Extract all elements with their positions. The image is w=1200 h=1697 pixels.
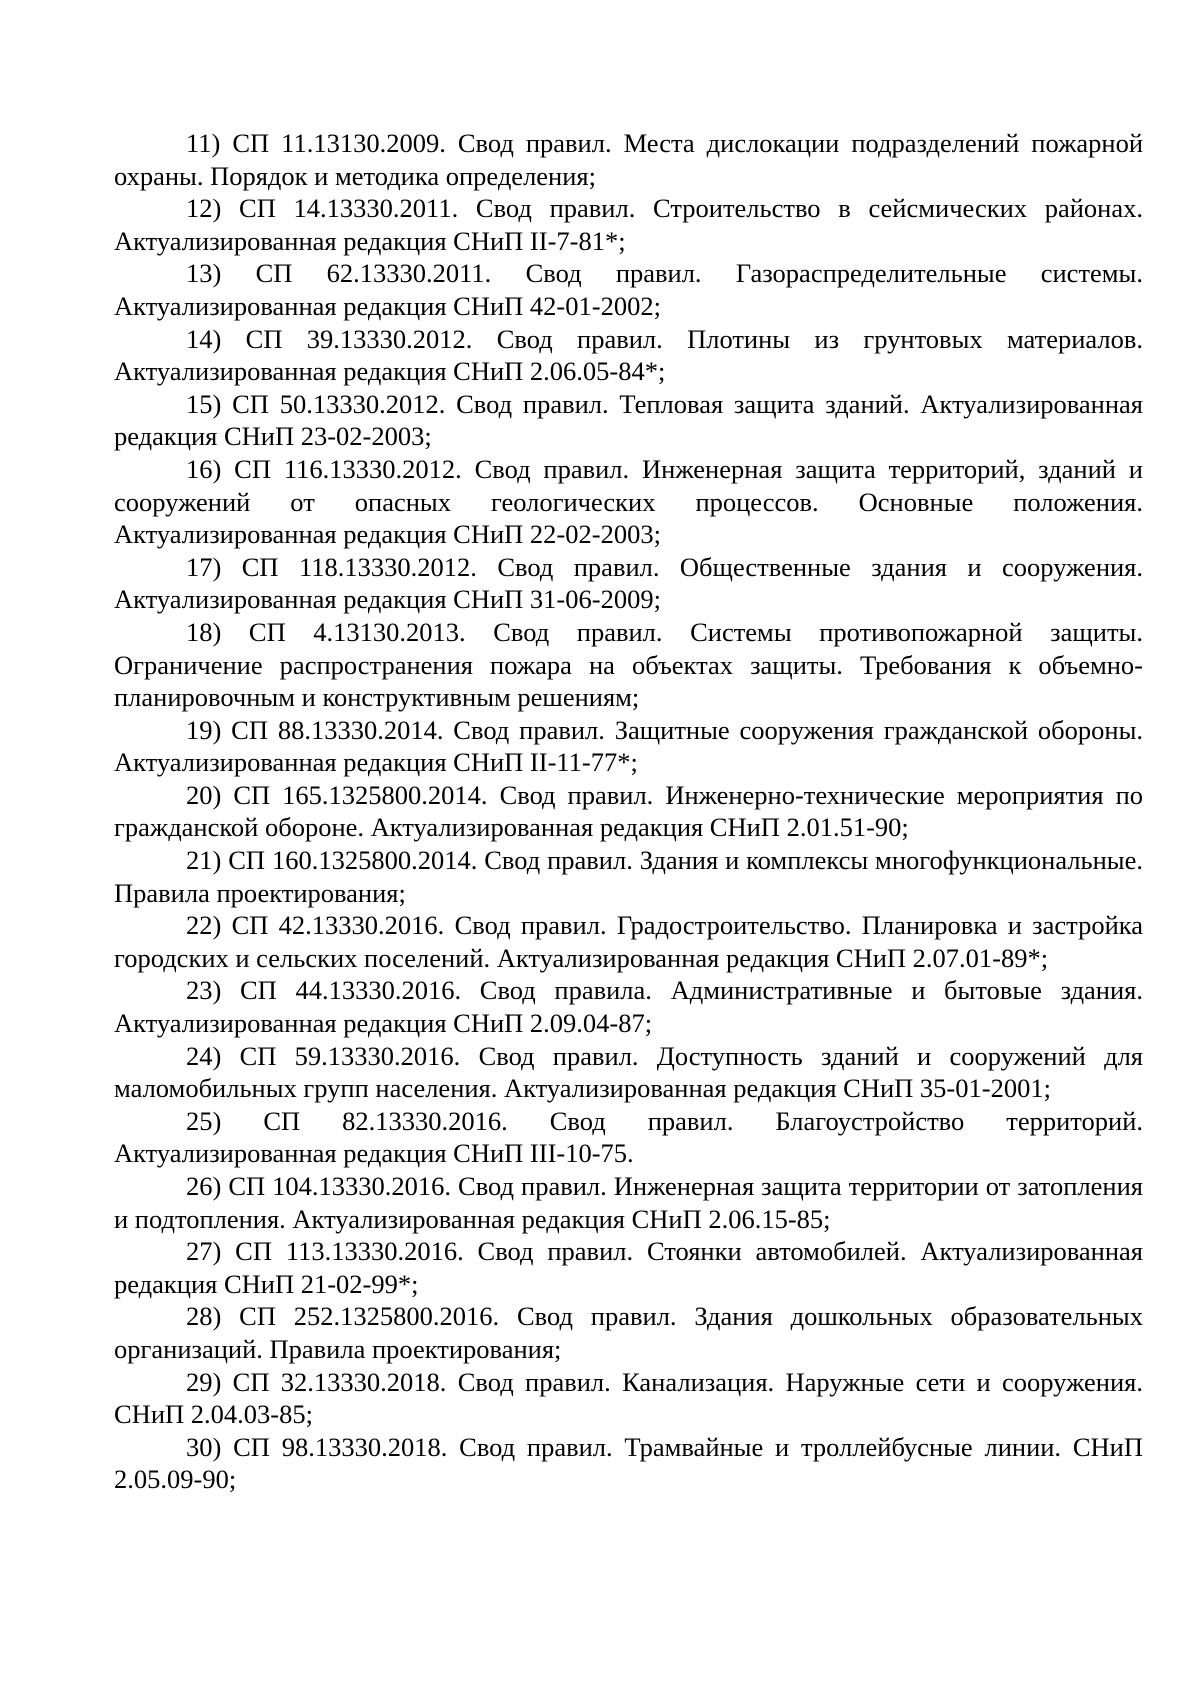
list-item: 17) СП 118.13330.2012. Свод правил. Общественные здания и сооружения. Актуализированная редакция СНиП 31-06-2009;	[114, 551, 1143, 615]
list-item: 18) СП 4.13130.2013. Свод правил. Системы противопожарной защиты. Ограничение распространения пожара на объектах защиты. Требования к объемно-планировочным и конструктивным решениям;	[114, 616, 1143, 713]
list-item: 26) СП 104.13330.2016. Свод правил. Инженерная защита территории от затопления и подтопления. Актуализированная редакция СНиП 2.06.15-85;	[114, 1171, 1143, 1234]
list-item: 28) СП 252.1325800.2016. Свод правил. Здания дошкольных образовательных организаций. Правила проектирования;	[114, 1301, 1143, 1364]
list-item: 30) СП 98.13330.2018. Свод правил. Трамвайные и троллейбусные линии. СНиП 2.05.09-90;	[114, 1431, 1143, 1495]
list-item: 11) СП 11.13130.2009. Свод правил. Места дислокации подразделений пожарной охраны. Порядок и методика определения;	[114, 128, 1143, 191]
list-item: 12) СП 14.13330.2011. Свод правил. Строительство в сейсмических районах. Актуализированная редакция СНиП II-7-81*;	[114, 193, 1143, 256]
list-item: 21) СП 160.1325800.2014. Свод правил. Здания и комплексы многофункциональные. Правила проектирования;	[114, 845, 1143, 908]
regulations-list	[114, 127, 1143, 1496]
list-item: 29) СП 32.13330.2018. Свод правил. Канализация. Наружные сети и сооружения. СНиП 2.04.03-85;	[114, 1366, 1143, 1430]
list-item: 24) СП 59.13330.2016. Свод правил. Доступность зданий и сооружений для маломобильных групп населения. Актуализированная редакция СНиП 35-01-2001;	[114, 1040, 1143, 1104]
list-item: 15) СП 50.13330.2012. Свод правил. Тепловая защита зданий. Актуализированная редакция СНиП 23-02-2003;	[114, 388, 1143, 452]
list-item: 22) СП 42.13330.2016. Свод правил. Градостроительство. Планировка и застройка городских и сельских поселений. Актуализированная редакция СНиП 2.07.01-89*;	[114, 910, 1143, 973]
list-item: 25) СП 82.13330.2016. Свод правил. Благоустройство территорий. Актуализированная редакция СНиП III-10-75.	[114, 1105, 1143, 1169]
list-item: 14) СП 39.13330.2012. Свод правил. Плотины из грунтовых материалов. Актуализированная редакция СНиП 2.06.05-84*;	[114, 323, 1143, 387]
list-item: 16) СП 116.13330.2012. Свод правил. Инженерная защита территорий, зданий и сооружений от опасных геологических процессов. Основные положения. Актуализированная редакция СНиП 22-02-2003;	[114, 453, 1143, 550]
list-item: 13) СП 62.13330.2011. Свод правил. Газораспределительные системы. Актуализированная редакция СНиП 42-01-2002;	[114, 258, 1143, 321]
list-item: 23) СП 44.13330.2016. Свод правила. Административные и бытовые здания. Актуализированная редакция СНиП 2.09.04-87;	[114, 975, 1143, 1039]
list-item: 27) СП 113.13330.2016. Свод правил. Стоянки автомобилей. Актуализированная редакция СНиП 21-02-99*;	[114, 1236, 1143, 1299]
list-item: 20) СП 165.1325800.2014. Свод правил. Инженерно-технические мероприятия по гражданской обороне. Актуализированная редакция СНиП 2.01.51-90;	[114, 779, 1143, 843]
list-item: 19) СП 88.13330.2014. Свод правил. Защитные сооружения гражданской обороны. Актуализированная редакция СНиП II-11-77*;	[114, 714, 1143, 778]
